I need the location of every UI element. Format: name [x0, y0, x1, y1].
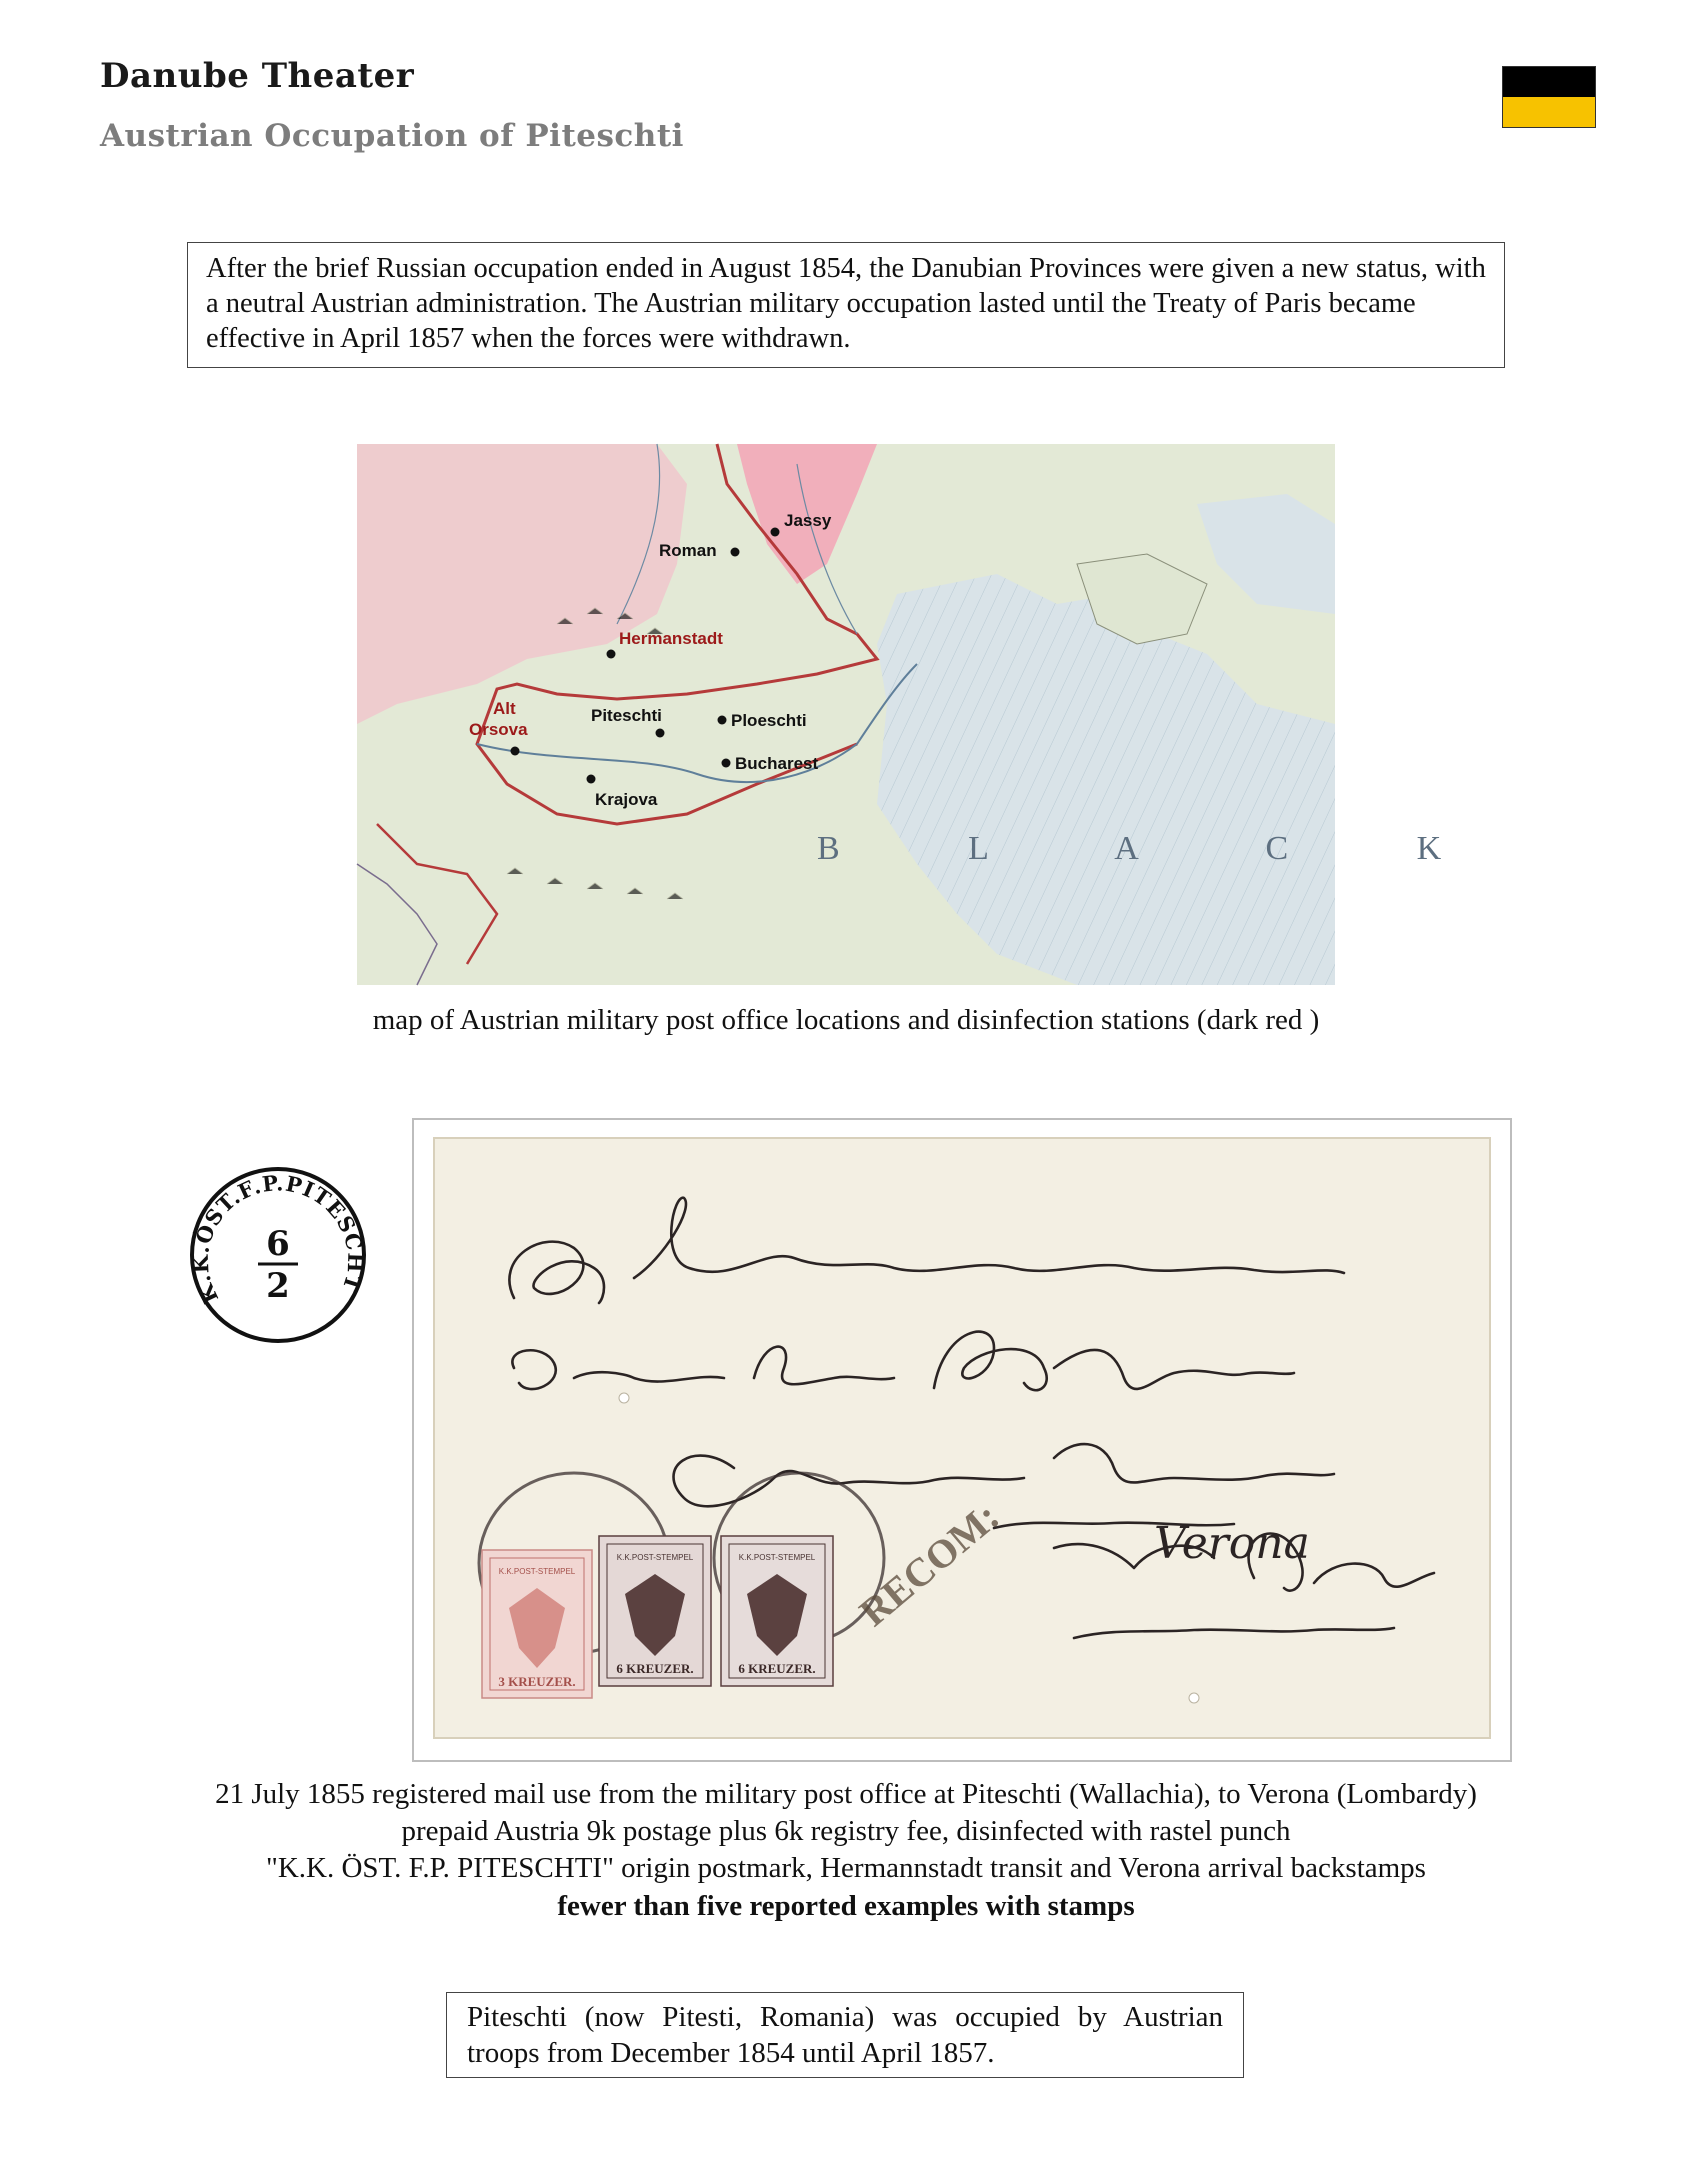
map-label-ploeschti: Ploeschti	[731, 711, 807, 730]
cover-caption-line-2: prepaid Austria 9k postage plus 6k registry fee, disinfected with rastel punch	[401, 1815, 1291, 1847]
piteschti-postmark	[188, 1165, 368, 1345]
map-label-hermanstadt: Hermanstadt	[619, 629, 723, 648]
svg-text:3 KREUZER.: 3 KREUZER.	[498, 1674, 576, 1689]
map-caption: map of Austrian military post office locations and disinfection stations (dark red )	[372, 1004, 1320, 1036]
map-graphic	[357, 444, 1502, 985]
postmark-month: 2	[266, 1266, 290, 1306]
historical-map	[357, 444, 1502, 985]
page-title: Danube Theater	[100, 56, 415, 96]
svg-text:K.K.POST-STEMPEL: K.K.POST-STEMPEL	[498, 1567, 576, 1576]
cover-caption-line-1: 21 July 1855 registered mail use from the military post office at Piteschti (Wallachia), to Verona (Lombardy)	[215, 1778, 1477, 1810]
habsburg-flag-icon	[1502, 66, 1596, 128]
map-label-alt: Alt	[493, 699, 516, 718]
postmark-day: 6	[266, 1224, 290, 1264]
svg-text:6 KREUZER.: 6 KREUZER.	[738, 1661, 816, 1676]
map-label-orsova: Orsova	[469, 720, 528, 739]
stamp-6-kreuzer-2	[721, 1536, 833, 1686]
stamp-3-kreuzer	[482, 1550, 592, 1698]
map-label-krajova: Krajova	[595, 790, 658, 809]
intro-text: After the brief Russian occupation ended in August 1854, the Danubian Provinces were given a new status, with a neutral Austrian administration. The Austrian military occupation lasted until the Treaty of Paris became effective in April 1857 when the forces were withdrawn.	[206, 253, 1486, 354]
map-label-roman: Roman	[659, 541, 717, 560]
map-sea-label: B L A C K	[817, 830, 1502, 867]
intro-text-box	[187, 242, 1505, 368]
stamp-6-kreuzer-1	[599, 1536, 711, 1686]
svg-text:6 KREUZER.: 6 KREUZER.	[616, 1661, 694, 1676]
flag-gold-band	[1503, 97, 1595, 127]
note-text-box	[446, 1992, 1244, 2078]
svg-text:K.K.POST-STEMPEL: K.K.POST-STEMPEL	[738, 1553, 816, 1562]
flag-black-band	[1503, 67, 1595, 97]
cover-caption-line-3: "K.K. ÖST. F.P. PITESCHTI" origin postmark, Hermannstadt transit and Verona arrival backstamps	[266, 1852, 1426, 1884]
map-label-jassy: Jassy	[784, 511, 832, 530]
svg-text:K.K.POST-STEMPEL: K.K.POST-STEMPEL	[616, 1553, 694, 1562]
cover-caption-rarity: fewer than five reported examples with stamps	[557, 1890, 1135, 1922]
cover-destination: Verona	[1154, 1518, 1310, 1569]
postmark-arc-text: K.K.ÖST.F.P.PITESCHT	[188, 1170, 368, 1308]
map-label-piteschti: Piteschti	[591, 706, 662, 725]
map-label-bucharest: Bucharest	[735, 754, 819, 773]
registered-cover-image	[434, 1138, 1490, 1738]
recom-mark: RECOM:	[850, 1493, 1008, 1635]
page-subtitle: Austrian Occupation of Piteschti	[100, 118, 684, 154]
note-text: Piteschti (now Pitesti, Romania) was occupied by Austrian troops from December 1854 until April 1857.	[467, 2001, 1223, 2069]
